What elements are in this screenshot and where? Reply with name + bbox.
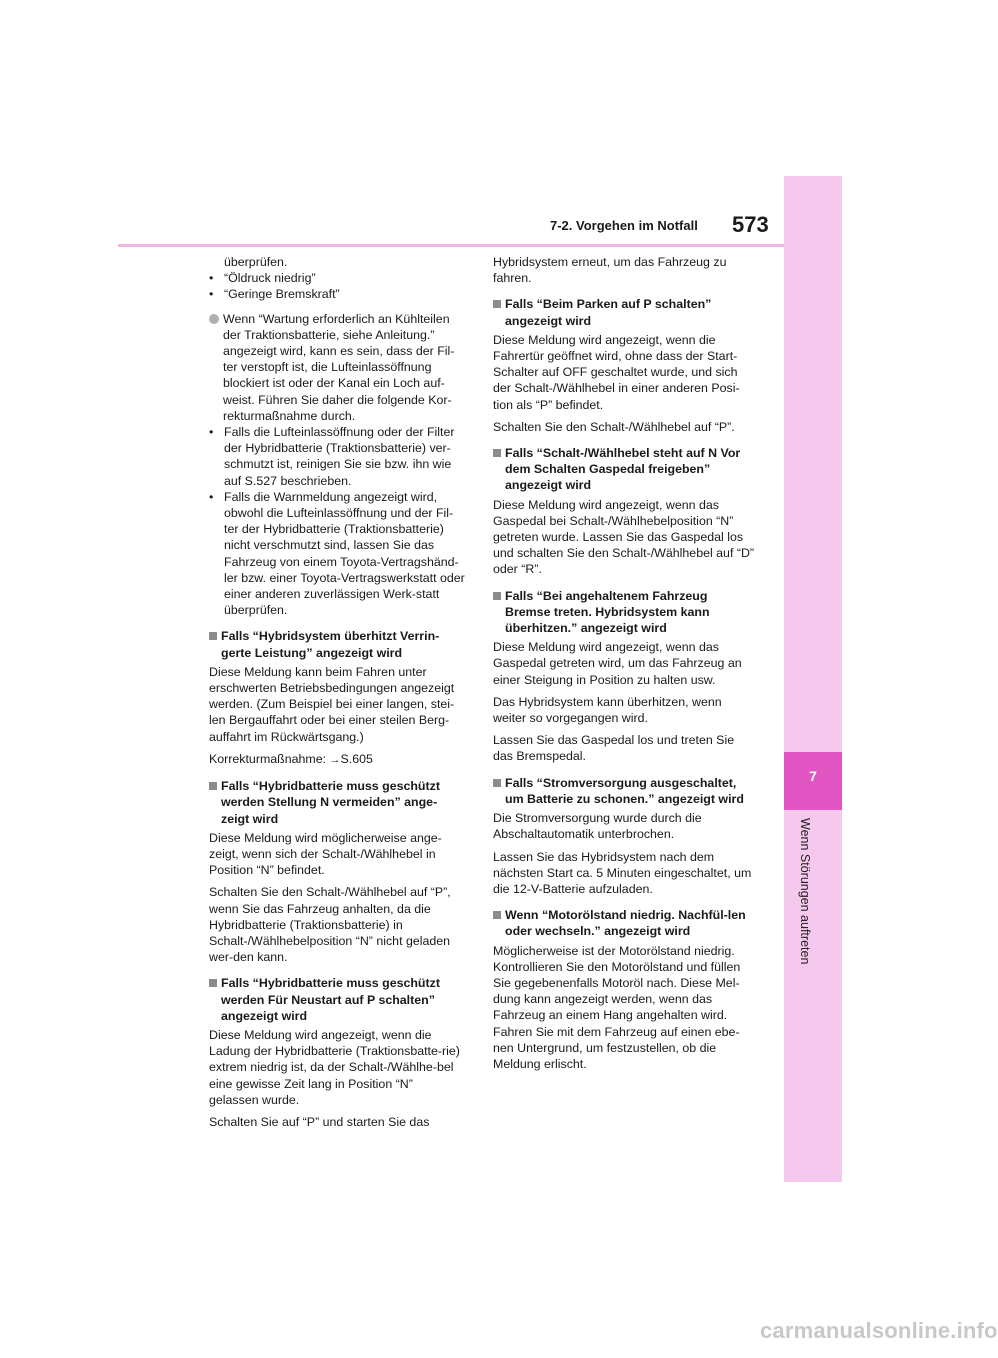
chapter-title: Wenn Störungen auftreten xyxy=(798,818,812,965)
header-rule xyxy=(118,244,784,247)
chapter-number: 7 xyxy=(809,768,817,784)
section-heading: Falls “Beim Parken auf P schalten” angezeigt wird xyxy=(493,296,755,328)
paragraph: Diese Meldung wird angezeigt, wenn das Gaspedal bei Schalt-/Wählhebelposition “N” getreten wurde. Lassen Sie das Gaspedal los und schalten Sie den Schalt-/Wählhebel auf “D” oder “R”. xyxy=(493,497,755,577)
list-item: • Falls die Warnmeldung angezeigt wird, obwohl die Lufteinlassöffnung und der Fil-ter der Hybridbatterie (Traktionsbatterie) nicht verschmutzt sind, lassen Sie das Fahrzeug von einem Toyota-Vertragshänd-ler bzw. einer Toyota-Vertragswerkstatt oder einer anderen zuverlässigen Werk-statt überprüfen. xyxy=(209,489,465,618)
paragraph: Schalten Sie den Schalt-/Wählhebel auf “P”. xyxy=(493,419,735,434)
paragraph: Hybridsystem erneut, um das Fahrzeug zu fahren. xyxy=(493,255,727,286)
paragraph: Möglicherweise ist der Motorölstand niedrig. Kontrollieren Sie den Motorölstand und füllen Sie gegebenenfalls Motoröl nach. Diese Mel-dung kann angezeigt werden, wenn das Fahrzeug an einem Hang angehalten wird. Fahren Sie mit dem Fahrzeug auf einen ebe-nen Untergrund, um festzustellen, ob die Meldung erlischt. xyxy=(493,943,741,1071)
paragraph: Die Stromversorgung wurde durch die Abschaltautomatik unterbrochen. xyxy=(493,811,702,842)
list-item: • “Öldruck niedrig” xyxy=(209,271,316,286)
page-number: 573 xyxy=(732,212,769,237)
square-bullet-icon xyxy=(493,449,501,457)
paragraph: Lassen Sie das Gaspedal los und treten Sie das Bremspedal. xyxy=(493,733,735,764)
paragraph: Diese Meldung wird angezeigt, wenn die Fahrertür geöffnet wird, ohne dass der Start-Schalter auf OFF geschaltet wurde, und sich der Schalt-/Wählhebel in einer anderen Posi-tion als “P” befindet. xyxy=(493,332,740,412)
paragraph: Diese Meldung kann beim Fahren unter erschwerten Betriebsbedingungen angezeigt werden. (Zum Beispiel bei einer langen, stei-len Bergauffahrt oder bei einer steilen Berg-auffahrt im Rückwärtsgang.) xyxy=(209,664,455,744)
paragraph: Korrekturmaßnahme: →S.605 xyxy=(209,751,373,766)
square-bullet-icon xyxy=(493,779,501,787)
circle-bullet-icon xyxy=(209,314,219,324)
list-item: • “Geringe Bremskraft” xyxy=(209,287,340,302)
intro-line: überprüfen. xyxy=(224,255,288,269)
section-title: 7-2. Vorgehen im Notfall xyxy=(550,218,698,233)
right-column xyxy=(493,254,755,1078)
side-tab-bar xyxy=(784,176,842,1182)
square-bullet-icon xyxy=(493,300,501,308)
section-heading: Wenn “Motorölstand niedrig. Nachfül-len oder wechseln.” angezeigt wird xyxy=(493,907,755,939)
paragraph: Schalten Sie den Schalt-/Wählhebel auf “P”, wenn Sie das Fahrzeug anhalten, da die Hybridbatterie (Traktionsbatterie) in Schalt-/Wählhebelposition “N” nicht geladen wer-den kann. xyxy=(209,885,451,965)
paragraph: Diese Meldung wird angezeigt, wenn das Gaspedal getreten wird, um das Fahrzeug an einer Steigung in Position zu halten usw. xyxy=(493,640,742,687)
note-item: Wenn “Wartung erforderlich an Kühlteilen der Traktionsbatterie, siehe Anleitung.” angezeigt wird, kann es sein, dass der Fil-ter verstopft ist, die Lufteinlassöffnung blockiert ist oder der Kanal ein Loch auf-weist. Führen Sie daher die folgende Kor-rekturmaßnahme durch. xyxy=(209,311,465,424)
section-heading: Falls “Stromversorgung ausgeschaltet, um Batterie zu schonen.” angezeigt wird xyxy=(493,775,755,807)
square-bullet-icon xyxy=(209,782,217,790)
section-heading: Falls “Hybridbatterie muss geschützt werden Für Neustart auf P schalten” angezeigt wird xyxy=(209,975,465,1024)
paragraph: Schalten Sie auf “P” und starten Sie das xyxy=(209,1114,430,1129)
paragraph: Das Hybridsystem kann überhitzen, wenn weiter so vorgegangen wird. xyxy=(493,694,722,726)
paragraph: Lassen Sie das Hybridsystem nach dem nächsten Start ca. 5 Minuten eingeschaltet, um die 12-V-Batterie aufzuladen. xyxy=(493,849,752,896)
section-heading: Falls “Schalt-/Wählhebel steht auf N Vor dem Schalten Gaspedal freigeben” angezeigt wird xyxy=(493,445,755,494)
arrow-icon: → xyxy=(329,753,341,766)
section-heading: Falls “Hybridsystem überhitzt Verrin-gerte Leistung” angezeigt wird xyxy=(209,628,465,660)
paragraph: Diese Meldung wird möglicherweise ange-zeigt, wenn sich der Schalt-/Wählhebel in Position “N” befindet. xyxy=(209,830,442,878)
left-column xyxy=(209,254,465,1136)
paragraph: Diese Meldung wird angezeigt, wenn die Ladung der Hybridbatterie (Traktionsbatte-rie) extrem niedrig ist, da der Schalt-/Wählhe-bel eine gewisse Zeit lang in Position “N” gelassen wurde. xyxy=(209,1027,460,1107)
section-heading: Falls “Hybridbatterie muss geschützt werden Stellung N vermeiden” ange-zeigt wird xyxy=(209,778,465,827)
square-bullet-icon xyxy=(209,979,217,987)
square-bullet-icon xyxy=(493,592,501,600)
square-bullet-icon xyxy=(493,911,501,919)
square-bullet-icon xyxy=(209,632,217,640)
section-heading: Falls “Bei angehaltenem Fahrzeug Bremse treten. Hybridsystem kann überhitzen.” angezeigt wird xyxy=(493,588,755,637)
watermark: carmanualsonline.info xyxy=(760,1318,998,1343)
list-item: • Falls die Lufteinlassöffnung oder der Filter der Hybridbatterie (Traktionsbatterie) ver-schmutzt ist, reinigen Sie sie bzw. ihn wie auf S.527 beschrieben. xyxy=(209,425,455,488)
